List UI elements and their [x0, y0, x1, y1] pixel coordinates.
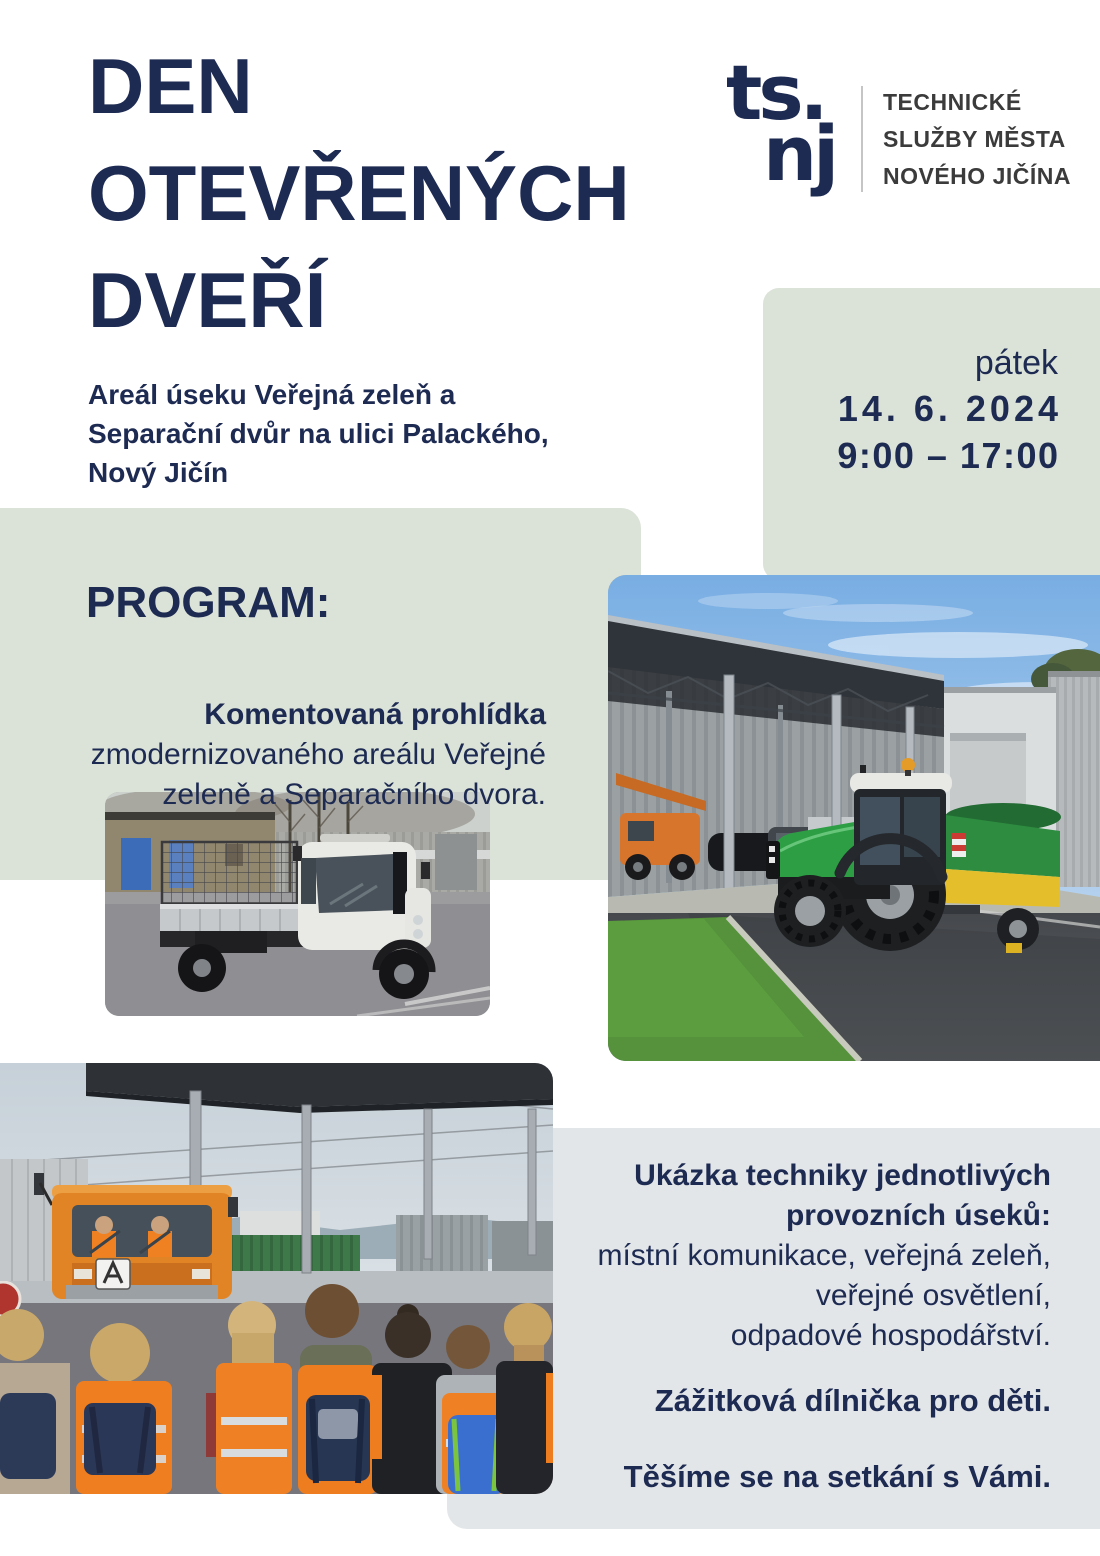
event-time: 9:00 – 17:00 [837, 435, 1060, 476]
tractor-depot-image [608, 575, 1100, 1061]
utility-truck-image [105, 792, 490, 1016]
poster-title [88, 33, 630, 354]
org-name-line: TECHNICKÉ [883, 89, 1022, 115]
program-heading: PROGRAM: [86, 578, 331, 627]
logo-divider [861, 86, 863, 192]
location-line: Nový Jičín [88, 457, 229, 488]
event-location [88, 375, 549, 492]
photo-visitors-group [0, 1063, 553, 1494]
title-line: DEN [88, 42, 253, 130]
info-line: Ukázka techniky jednotlivých [634, 1159, 1051, 1192]
event-day: pátek [974, 344, 1058, 382]
program-line: zeleně a Separačního dvora. [162, 778, 546, 811]
title-line: DVEŘÍ [88, 256, 327, 344]
org-name-line: SLUŽBY MĚSTA [883, 126, 1066, 152]
event-date: 14. 6. 2024 [837, 388, 1062, 429]
info-closing-line: Těšíme se na setkání s Vámi. [623, 1459, 1051, 1494]
org-logo-mark-nj: nj [763, 109, 836, 198]
org-logo-mark-ts: ts. [726, 48, 825, 137]
title-line: OTEVŘENÝCH [88, 149, 630, 237]
location-line: Separační dvůr na ulici Palackého, [88, 418, 549, 449]
info-line: provozních úseků: [785, 1199, 1051, 1232]
info-line: místní komunikace, veřejná zeleň, [597, 1239, 1051, 1272]
visitors-group-image [0, 1063, 553, 1494]
program-line: Komentovaná prohlídka [204, 698, 546, 731]
program-tour-description [91, 695, 546, 815]
location-line: Areál úseku Veřejná zeleň a [88, 379, 456, 410]
org-name [883, 84, 1071, 195]
org-name-line: NOVÉHO JIČÍNA [883, 163, 1071, 189]
photo-tractor-depot [608, 575, 1100, 1061]
program-line: zmodernizovaného areálu Veřejné [90, 738, 546, 771]
info-line: veřejné osvětlení, [815, 1279, 1051, 1312]
info-line: odpadové hospodářství. [730, 1319, 1051, 1352]
info-workshop-line: Zážitková dílnička pro děti. [654, 1383, 1051, 1418]
photo-utility-truck [105, 792, 490, 1016]
info-text [597, 1156, 1051, 1498]
event-datetime-panel [763, 288, 1100, 580]
